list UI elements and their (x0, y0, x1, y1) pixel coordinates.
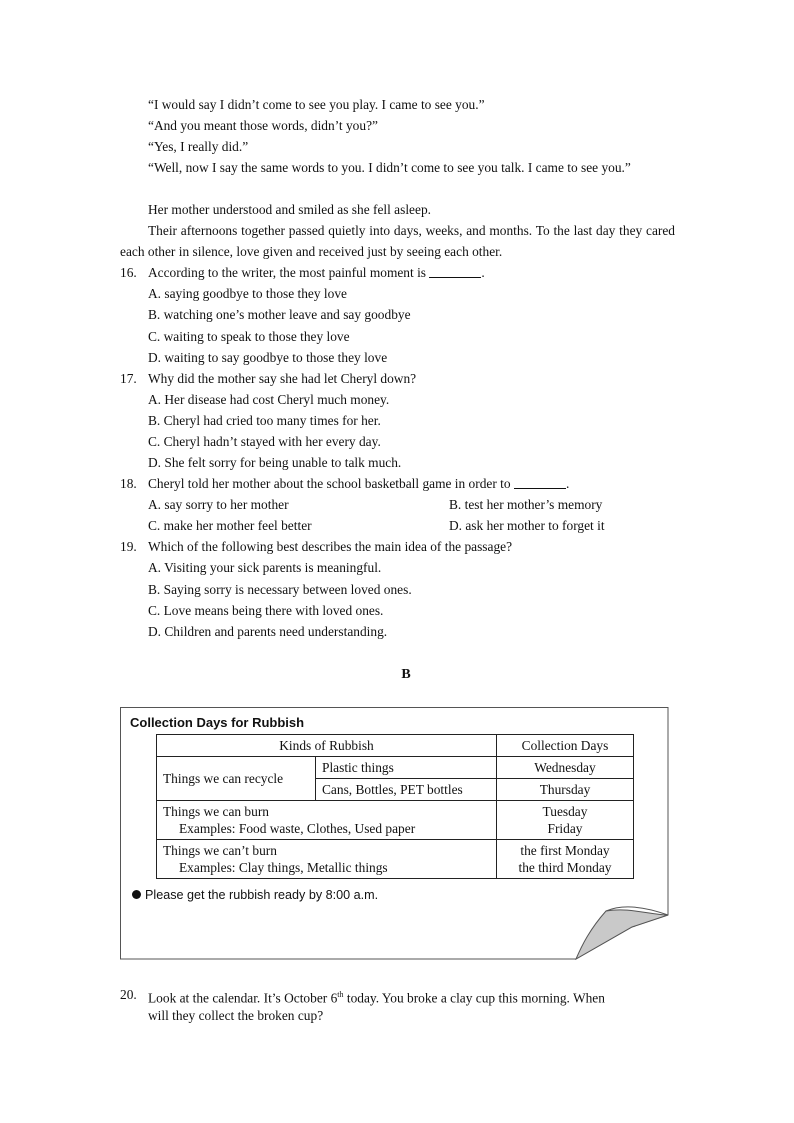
cans-cell: Cans, Bottles, PET bottles (316, 779, 497, 801)
option: C. Cheryl hadn’t stayed with her every day. (148, 434, 381, 449)
question-text (148, 476, 569, 492)
header-days: Collection Days (497, 735, 634, 757)
question-text (148, 265, 485, 281)
question-text-b: today. You broke a clay cup this morning. When (343, 990, 605, 1006)
noburn-label: Things we can’t burn (163, 843, 277, 858)
ordinal-suffix: th (337, 990, 344, 999)
option: A. say sorry to her mother (148, 497, 289, 512)
cans-day: Thursday (497, 779, 634, 801)
answer-blank (429, 265, 481, 278)
table-row (157, 801, 634, 840)
paragraph-afternoons (120, 220, 675, 262)
noburn-days (497, 840, 634, 879)
option: A. Her disease had cost Cheryl much money. (148, 392, 390, 407)
burn-examples: Examples: Food waste, Clothes, Used paper (179, 821, 416, 836)
plastic-cell: Plastic things (316, 757, 497, 779)
recycle-label: Things we can recycle (157, 757, 316, 801)
question-number: 17. (120, 371, 137, 386)
paragraph-afternoons-text: Their afternoons together passed quietly into days, weeks, and months. To the last day they cared each other in silence, love given and received just by seeing each other. (120, 223, 675, 259)
table-header-row (157, 735, 634, 757)
noburn-examples: Examples: Clay things, Metallic things (179, 860, 388, 875)
question-end: . (481, 265, 485, 280)
plastic-day: Wednesday (497, 757, 634, 779)
burn-day-2: Friday (547, 821, 583, 836)
table-row (157, 757, 634, 779)
line-smiled: Her mother understood and smiled as she fell asleep. (148, 202, 431, 217)
burn-days (497, 801, 634, 840)
question-text-body: Cheryl told her mother about the school basketball game in order to (148, 476, 511, 491)
answer-blank (514, 476, 566, 489)
question-number: 20. (120, 987, 137, 1002)
option: B. watching one’s mother leave and say goodbye (148, 307, 411, 322)
rubbish-notice (120, 707, 668, 959)
question-text: Which of the following best describes the main idea of the passage? (148, 539, 513, 554)
option: B. Cheryl had cried too many times for her. (148, 413, 381, 428)
section-heading: B (401, 667, 411, 682)
option: D. She felt sorry for being unable to talk much. (148, 455, 402, 470)
dialogue-line-2: “And you meant those words, didn’t you?” (148, 118, 378, 133)
question-text-a: Look at the calendar. It’s October 6 (148, 990, 338, 1006)
notice-note (132, 888, 378, 902)
option: A. saying goodbye to those they love (148, 286, 347, 301)
noburn-cell (157, 840, 497, 879)
dialogue-line-3: “Yes, I really did.” (148, 139, 249, 154)
question-text-continued: will they collect the broken cup? (148, 1008, 324, 1023)
burn-label: Things we can burn (163, 804, 269, 819)
bullet-icon (132, 890, 141, 899)
question-text-body: According to the writer, the most painful moment is (148, 265, 427, 280)
option: A. Visiting your sick parents is meaningful. (148, 560, 382, 575)
option: D. Children and parents need understanding. (148, 624, 388, 639)
option: C. make her mother feel better (148, 518, 312, 533)
rubbish-table (156, 734, 634, 879)
option: C. Love means being there with loved ones. (148, 603, 384, 618)
question-number: 16. (120, 265, 137, 280)
question-number: 19. (120, 539, 137, 554)
table-row (157, 840, 634, 879)
option: D. ask her mother to forget it (449, 518, 605, 533)
dialogue-line-1: “I would say I didn’t come to see you play. I came to see you.” (148, 97, 485, 112)
option: D. waiting to say goodbye to those they love (148, 350, 388, 365)
paragraph-well (120, 157, 675, 178)
question-text (148, 987, 605, 1006)
burn-cell (157, 801, 497, 840)
header-kinds: Kinds of Rubbish (157, 735, 497, 757)
question-number: 18. (120, 476, 137, 491)
notice-title: Collection Days for Rubbish (130, 715, 305, 730)
question-end: . (565, 476, 570, 491)
paragraph-well-text: “Well, now I say the same words to you. I didn’t come to see you talk. I came to see you.” (148, 160, 631, 175)
option: B. Saying sorry is necessary between loved ones. (148, 582, 412, 597)
note-text: Please get the rubbish ready by 8:00 a.m. (145, 888, 379, 902)
burn-day-1: Tuesday (542, 804, 588, 819)
noburn-day-1: the first Monday (520, 843, 610, 858)
noburn-day-2: the third Monday (518, 860, 612, 875)
option: B. test her mother’s memory (449, 497, 603, 512)
option: C. waiting to speak to those they love (148, 329, 350, 344)
question-text: Why did the mother say she had let Cheryl down? (148, 371, 417, 386)
